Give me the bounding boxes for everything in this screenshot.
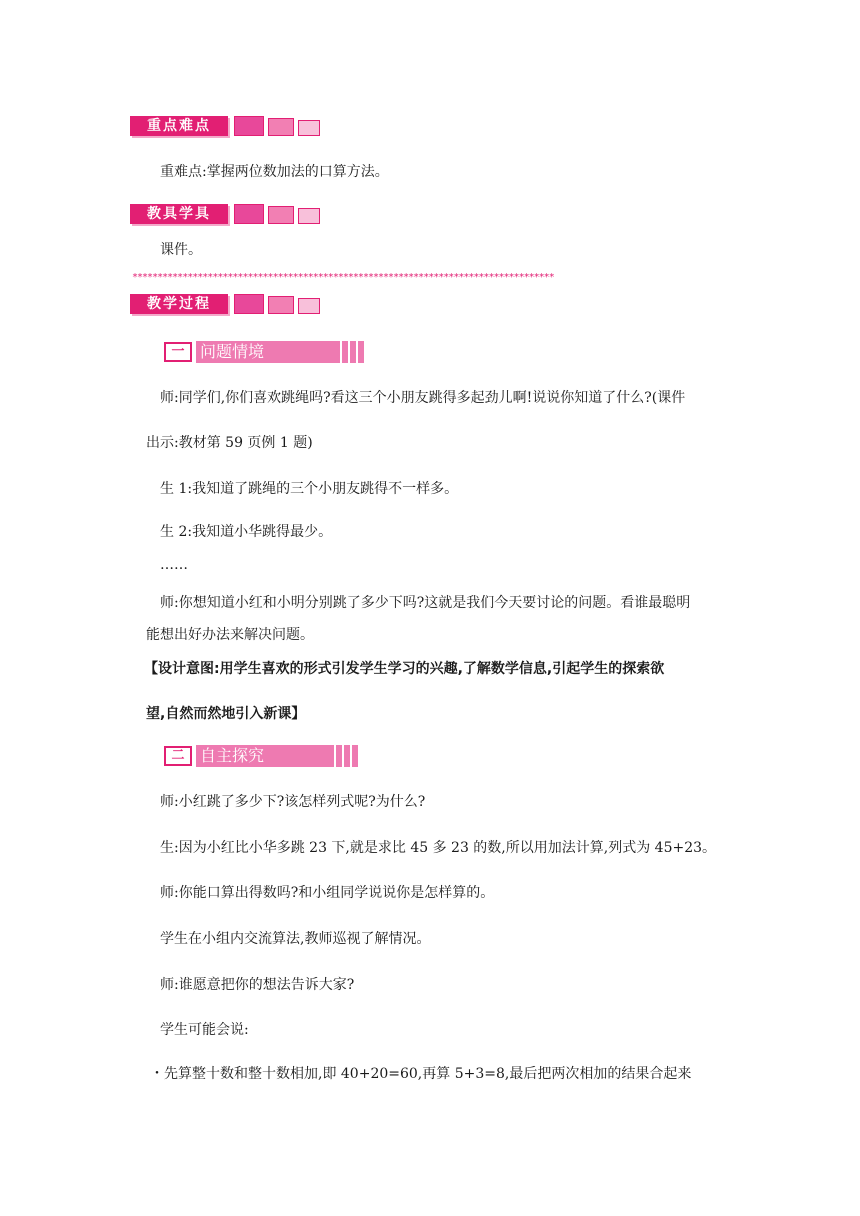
- stripes-decor-icon: [328, 745, 358, 767]
- decor-square-icon: [298, 208, 320, 224]
- paragraph-line: ……: [160, 557, 188, 573]
- subheading-number: 二: [164, 746, 192, 766]
- paragraph-line: 生 1:我知道了跳绳的三个小朋友跳得不一样多。: [160, 481, 459, 497]
- subheading-problem-situation: [164, 341, 364, 363]
- decor-square-icon: [234, 204, 264, 224]
- subheading-title: 自主探究: [200, 746, 265, 765]
- decor-square-icon: [268, 206, 294, 224]
- subheading-self-exploration: [164, 745, 358, 767]
- star-divider: ************************************************************************************: [132, 272, 554, 283]
- stripes-decor-icon: [334, 341, 364, 363]
- decor-square-icon: [298, 298, 320, 314]
- subheading-number: 一: [164, 342, 192, 362]
- decor-square-icon: [234, 116, 264, 136]
- subheading-bar: [196, 745, 358, 767]
- key-points-text: 重难点:掌握两位数加法的口算方法。: [160, 164, 389, 180]
- section-label: 教具学具: [130, 204, 228, 224]
- paragraph-line: 学生在小组内交流算法,教师巡视了解情况。: [160, 931, 431, 947]
- subheading-bar: [196, 341, 364, 363]
- decor-square-icon: [268, 296, 294, 314]
- tools-text: 课件。: [160, 242, 202, 258]
- section-heading-process: [130, 294, 320, 318]
- decor-square-icon: [234, 294, 264, 314]
- design-intent-line: 【设计意图:用学生喜欢的形式引发学生学习的兴趣,了解数学信息,引起学生的探索欲: [144, 661, 665, 677]
- section-heading-key-points: [130, 116, 320, 140]
- paragraph-line: 出示:教材第 59 页例 1 题): [146, 435, 313, 451]
- subheading-title: 问题情境: [200, 342, 265, 361]
- paragraph-line: 师:谁愿意把你的想法告诉大家?: [160, 977, 355, 993]
- paragraph-line: 能想出好办法来解决问题。: [146, 627, 314, 643]
- paragraph-line: ・先算整十数和整十数相加,即 40+20=60,再算 5+3=8,最后把两次相加的结果合起来: [150, 1066, 692, 1082]
- decor-square-icon: [268, 118, 294, 136]
- paragraph-line: 生 2:我知道小华跳得最少。: [160, 524, 333, 540]
- design-intent-line: 望,自然而然地引入新课】: [146, 706, 306, 722]
- decor-square-icon: [298, 120, 320, 136]
- section-label: 重点难点: [130, 116, 228, 136]
- paragraph-line: 师:你能口算出得数吗?和小组同学说说你是怎样算的。: [160, 885, 495, 901]
- section-heading-tools: [130, 204, 320, 228]
- section-label: 教学过程: [130, 294, 228, 314]
- paragraph-line: 学生可能会说:: [160, 1022, 249, 1038]
- paragraph-line: 师:小红跳了多少下?该怎样列式呢?为什么?: [160, 794, 426, 810]
- paragraph-line: 生:因为小红比小华多跳 23 下,就是求比 45 多 23 的数,所以用加法计算,列式为 45+23。: [160, 840, 717, 856]
- paragraph-line: 师:同学们,你们喜欢跳绳吗?看这三个小朋友跳得多起劲儿啊!说说你知道了什么?(课件: [160, 390, 686, 406]
- paragraph-line: 师:你想知道小红和小明分别跳了多少下吗?这就是我们今天要讨论的问题。看谁最聪明: [160, 595, 691, 611]
